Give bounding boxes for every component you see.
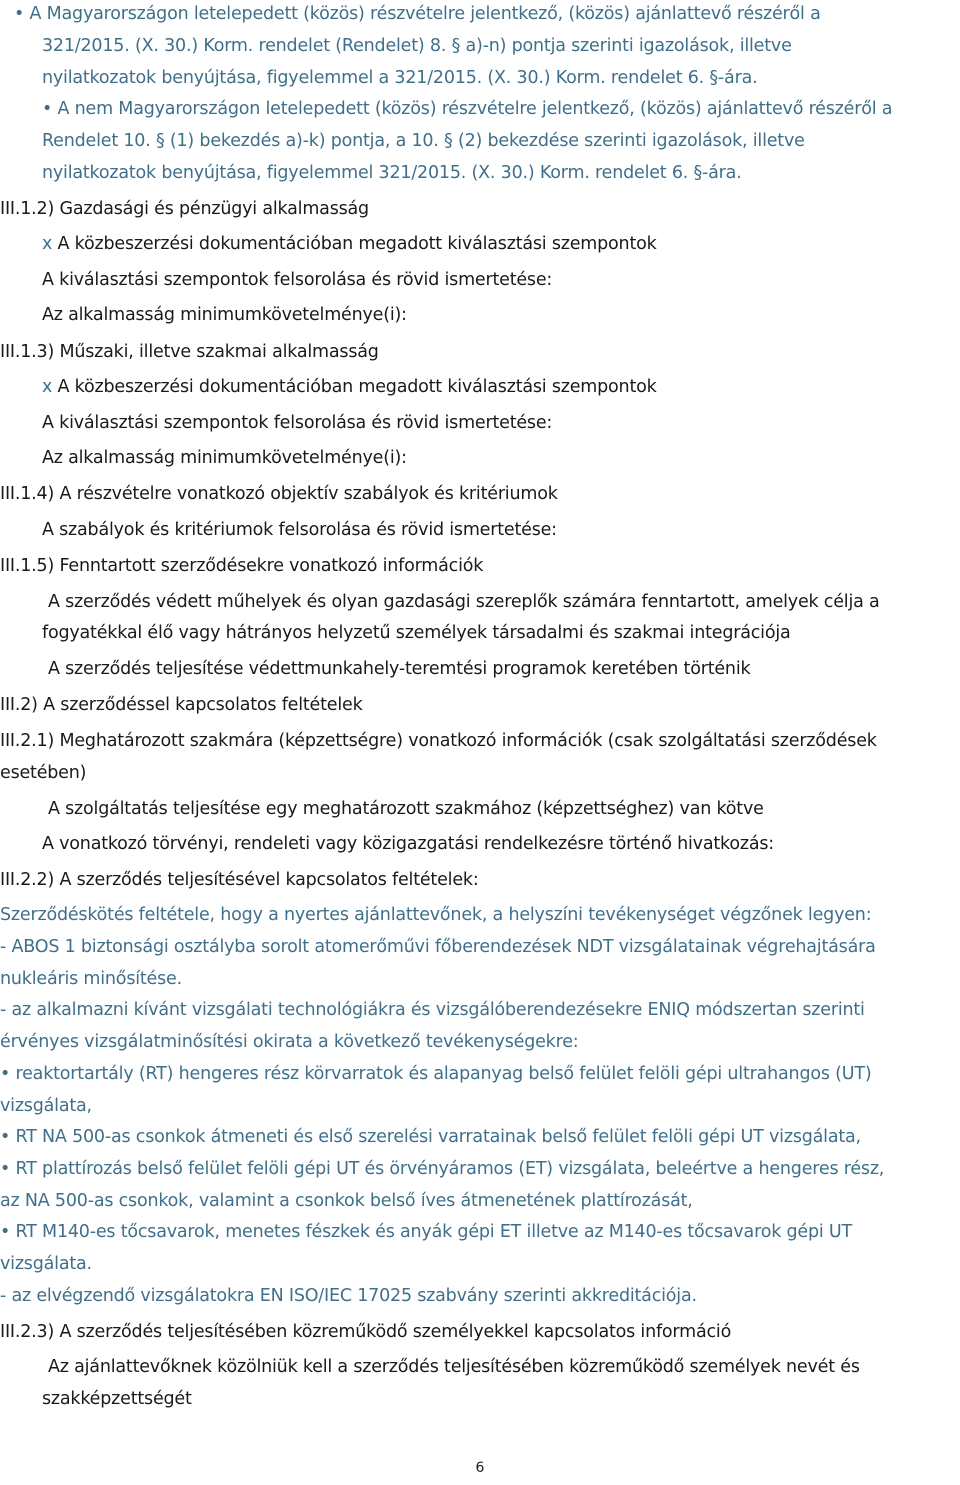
bullet-line: [0, 1125, 861, 1149]
checked-option: [42, 232, 657, 256]
text: RT M140-es tőcsavarok, menetes fészkek és anyák gépi ET illetve az M140-es tőcsavarok gépi UT: [15, 1222, 852, 1242]
section-heading: III.1.2) Gazdasági és pénzügyi alkalmasság: [0, 199, 369, 219]
condition-line: - az elvégzendő vizsgálatokra EN ISO/IEC 17025 szabvány szerinti akkreditációja.: [0, 1286, 697, 1306]
section-heading: III.2.2) A szerződés teljesítésével kapcsolatos feltételek:: [0, 870, 479, 890]
bullet-line: [0, 1220, 852, 1244]
field-label: A szabályok és kritériumok felsorolása és rövid ismertetése:: [42, 520, 557, 540]
condition-line: vizsgálata,: [0, 1096, 92, 1116]
page-number: 6: [475, 1460, 485, 1476]
condition-line: az NA 500-as csonkok, valamint a csonkok belső íves átmenetének plattírozását,: [0, 1191, 693, 1211]
paragraph-line: A szerződés védett műhelyek és olyan gazdasági szereplők számára fenntartott, amelyek célja a: [48, 592, 880, 612]
option-text: A közbeszerzési dokumentációban megadott kiválasztási szempontok: [57, 377, 657, 397]
bullet-dot-icon: •: [14, 4, 25, 24]
bullet-dot-icon: •: [0, 1159, 11, 1179]
paragraph-line: A vonatkozó törvényi, rendeleti vagy közigazgatási rendelkezésre történő hivatkozás:: [42, 834, 774, 854]
text: RT plattírozás belső felület felöli gépi UT és örvényáramos (ET) vizsgálata, beleértve a hengeres rész,: [15, 1159, 885, 1179]
text: A nem Magyarországon letelepedett (közös) részvételre jelentkező, (közös) ajánlattevő részéről a: [57, 99, 893, 119]
check-mark-icon: x: [42, 234, 53, 254]
checked-option: [42, 375, 657, 399]
text-line: Rendelet 10. § (1) bekezdés a)-k) pontja, a 10. § (2) bekezdése szerinti igazolások, illetve: [42, 131, 805, 151]
field-label: A kiválasztási szempontok felsorolása és rövid ismertetése:: [42, 270, 553, 290]
paragraph-line: fogyatékkal élő vagy hátrányos helyzetű személyek társadalmi és szakmai integrációja: [42, 623, 791, 643]
section-heading-cont: esetében): [0, 763, 87, 783]
bullet-dot-icon: •: [0, 1064, 11, 1084]
text: A Magyarországon letelepedett (közös) részvételre jelentkező, (közös) ajánlattevő részéről a: [29, 4, 821, 24]
condition-line: - ABOS 1 biztonsági osztályba sorolt atomerőművi főberendezések NDT vizsgálatainak végrehajtására: [0, 937, 876, 957]
condition-line: Szerződéskötés feltétele, hogy a nyertes ajánlattevőnek, a helyszíni tevékenységet végzőnek legyen:: [0, 905, 872, 925]
section-heading: III.2.3) A szerződés teljesítésében közreműködő személyekkel kapcsolatos információ: [0, 1322, 732, 1342]
bullet-dot-icon: •: [42, 99, 53, 119]
paragraph-line: A szerződés teljesítése védettmunkahely-teremtési programok keretében történik: [48, 659, 751, 679]
text-line: nyilatkozatok benyújtása, figyelemmel a 321/2015. (X. 30.) Korm. rendelet 6. §-ára.: [42, 68, 758, 88]
paragraph-line: szakképzettségét: [42, 1389, 192, 1409]
section-heading: III.1.5) Fenntartott szerződésekre vonatkozó információk: [0, 556, 484, 576]
section-heading: III.1.4) A részvételre vonatkozó objektív szabályok és kritériumok: [0, 484, 558, 504]
condition-line: - az alkalmazni kívánt vizsgálati technológiákra és vizsgálóberendezésekre ENIQ módszertan szerinti: [0, 1000, 865, 1020]
text-line: nyilatkozatok benyújtása, figyelemmel 321/2015. (X. 30.) Korm. rendelet 6. §-ára.: [42, 163, 742, 183]
paragraph-line: Az ajánlattevőknek közölniük kell a szerződés teljesítésében közreműködő személyek nevét és: [48, 1357, 860, 1377]
paragraph-line: A szolgáltatás teljesítése egy meghatározott szakmához (képzettséghez) van kötve: [48, 799, 764, 819]
bullet-line: [0, 1157, 884, 1181]
section-heading: III.2) A szerződéssel kapcsolatos feltételek: [0, 695, 363, 715]
field-label: Az alkalmasság minimumkövetelménye(i):: [42, 305, 407, 325]
bullet-line: [42, 97, 892, 121]
condition-line: nukleáris minősítése.: [0, 969, 182, 989]
text: RT NA 500-as csonkok átmeneti és első szerelési varratainak belső felület felöli gépi UT vizsgálata,: [15, 1127, 861, 1147]
section-heading: III.2.1) Meghatározott szakmára (képzettségre) vonatkozó információk (csak szolgáltatási szerződések: [0, 731, 877, 751]
check-mark-icon: x: [42, 377, 53, 397]
option-text: A közbeszerzési dokumentációban megadott kiválasztási szempontok: [57, 234, 657, 254]
bullet-dot-icon: •: [0, 1127, 11, 1147]
condition-line: vizsgálata.: [0, 1254, 92, 1274]
condition-line: érvényes vizsgálatminősítési okirata a következő tevékenységekre:: [0, 1032, 579, 1052]
text-line: 321/2015. (X. 30.) Korm. rendelet (Rendelet) 8. § a)-n) pontja szerinti igazolások, illetve: [42, 36, 792, 56]
bullet-line: [14, 2, 821, 26]
bullet-dot-icon: •: [0, 1222, 11, 1242]
section-heading: III.1.3) Műszaki, illetve szakmai alkalmasság: [0, 342, 379, 362]
field-label: A kiválasztási szempontok felsorolása és rövid ismertetése:: [42, 413, 553, 433]
bullet-line: [0, 1062, 872, 1086]
field-label: Az alkalmasság minimumkövetelménye(i):: [42, 448, 407, 468]
text: reaktortartály (RT) hengeres rész körvarratok és alapanyag belső felület felöli gépi ultrahangos (UT): [15, 1064, 872, 1084]
